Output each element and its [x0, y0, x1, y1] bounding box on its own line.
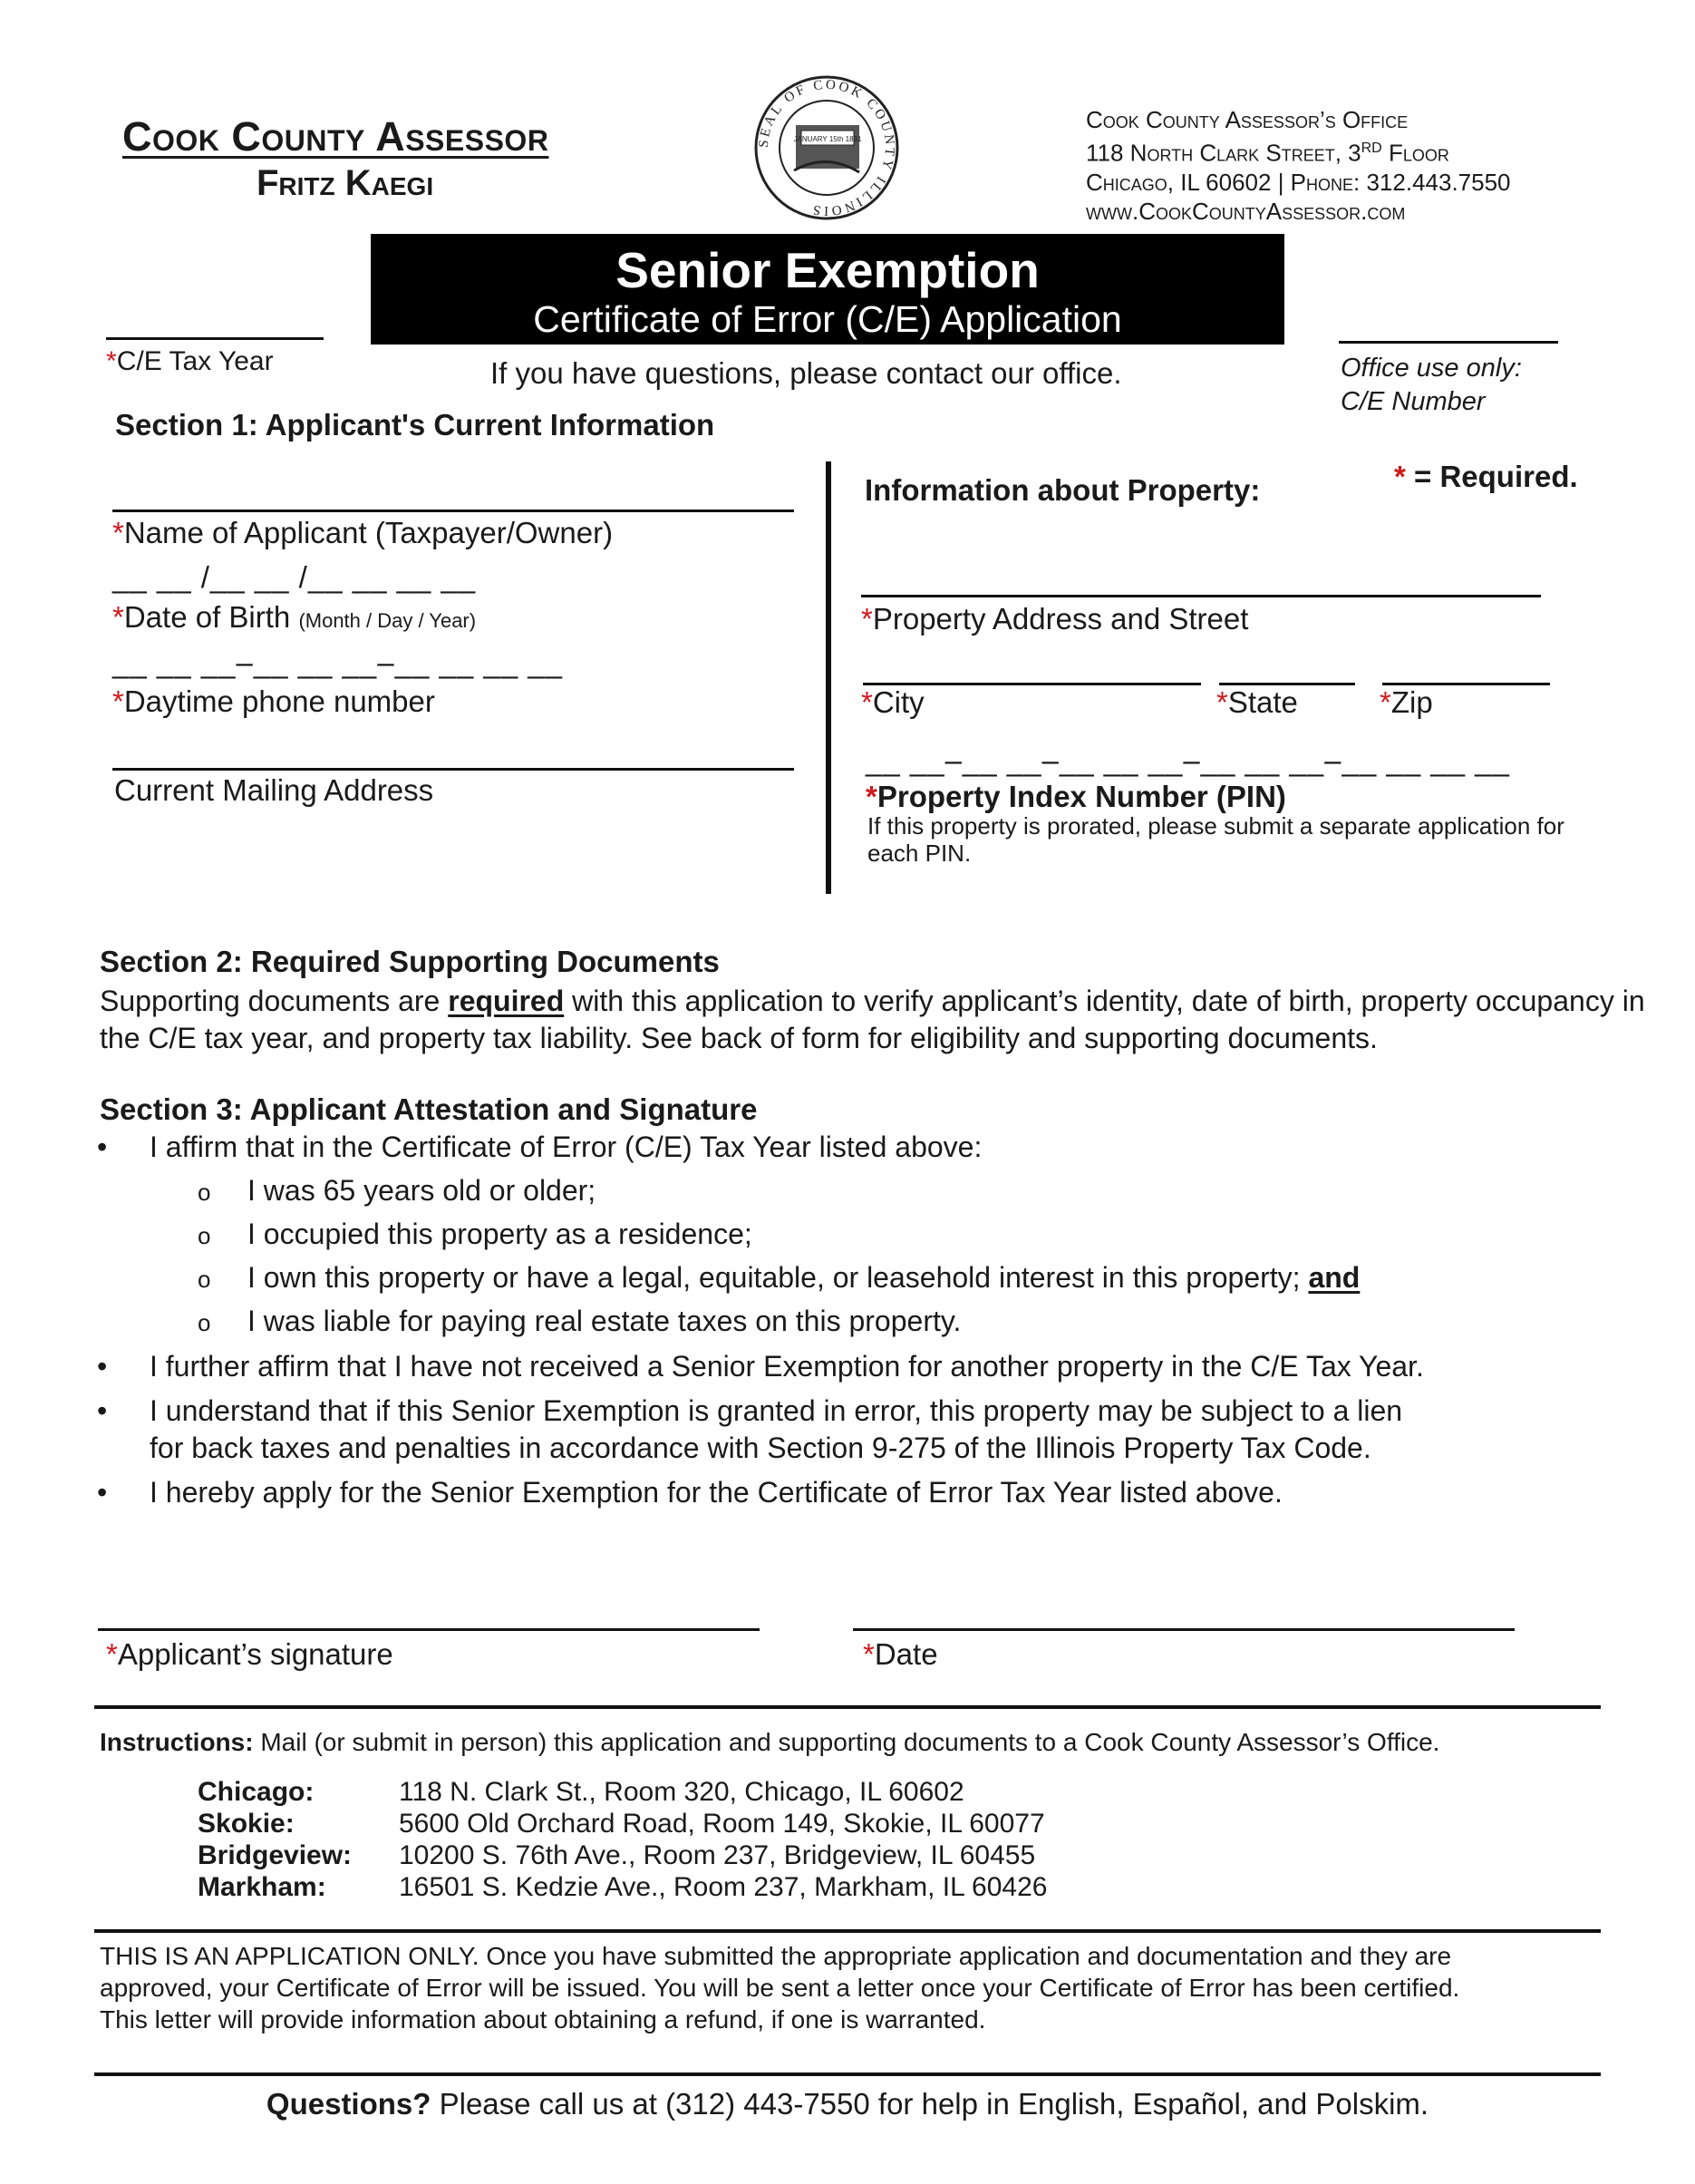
mailing-address-label: Current Mailing Address	[114, 773, 434, 807]
applicant-name-label: *Name of Applicant (Taxpayer/Owner)	[112, 516, 614, 549]
location-city: Bridgeview:	[198, 1840, 353, 1870]
divider	[94, 1929, 1601, 1933]
cook-county-seal	[740, 71, 914, 225]
pin-label: *Property Index Number (PIN)	[866, 780, 1286, 813]
form-subtitle: Certificate of Error (C/E) Application	[533, 298, 1122, 340]
mailing-address-field[interactable]	[112, 768, 794, 771]
section2-text: Supporting documents are required with this application to verify applicant’s identity, date of birth, property occupancy in the C/E tax year, and property tax liability. See back of form for eligibility and supporting documents.	[100, 985, 1645, 1054]
column-divider	[826, 461, 831, 894]
pin-field[interactable]: __ __–__ __–__ __ __–__ __ __–__ __ __ __	[866, 743, 1510, 777]
dob-label: *Date of Birth (Month / Day / Year)	[112, 600, 477, 634]
location-city: Markham:	[198, 1872, 326, 1902]
location-address: 118 N. Clark St., Room 320, Chicago, IL 60602	[399, 1777, 964, 1807]
office-use-note: Office use only: C/E Number	[1341, 354, 1522, 416]
form-title-banner	[371, 234, 1284, 345]
contact-note: If you have questions, please contact our office.	[490, 356, 1122, 390]
signature-field[interactable]	[98, 1628, 760, 1631]
zip-label: *Zip	[1380, 685, 1433, 719]
applicant-name-field[interactable]	[112, 510, 794, 512]
location-address: 5600 Old Orchard Road, Room 149, Skokie, IL 60077	[399, 1809, 1045, 1839]
required-legend: * = Required.	[1394, 460, 1578, 493]
office-website[interactable]: www.CookCountyAssessor.com	[1086, 197, 1406, 225]
office-street: 118 North Clark Street, 3RD Floor	[1086, 139, 1449, 167]
ce-number-field	[1339, 341, 1558, 344]
svg-text:SEAL OF COOK COUNTY ILLINOIS: SEAL OF COOK COUNTY ILLINOIS	[756, 77, 897, 218]
phone-field[interactable]: __ __ __–__ __ __–__ __ __ __	[112, 645, 563, 679]
assessor-title: Cook County Assessor	[122, 113, 549, 160]
disclaimer: THIS IS AN APPLICATION ONLY. Once you have submitted the appropriate application and documentation and they are approved, your Certificate of Error will be issued. You will be sent a letter once your Certificate of Error has been certified. This letter will provide information about obtaining a refund, if one is warranted.	[100, 1942, 1460, 2034]
divider	[94, 1705, 1601, 1709]
dob-field[interactable]: __ __ /__ __ /__ __ __ __	[112, 560, 477, 594]
location-city: Chicago:	[198, 1777, 315, 1807]
tax-year-label: *C/E Tax Year	[106, 346, 274, 376]
pin-note: If this property is prorated, please submit a separate application for each PIN.	[867, 812, 1564, 867]
location-city: Skokie:	[198, 1809, 295, 1839]
office-address-block	[1086, 105, 1511, 226]
svg-text:JANUARY 15th 1831: JANUARY 15th 1831	[793, 135, 862, 143]
location-address: 10200 S. 76th Ave., Room 237, Bridgeview, IL 60455	[399, 1840, 1036, 1870]
instructions-text: Instructions: Mail (or submit in person) this application and supporting documents to a Cook County Assessor’s Office.	[100, 1728, 1440, 1756]
office-name: Cook County Assessor’s Office	[1086, 106, 1409, 133]
office-city-phone: Chicago, IL 60602 | Phone: 312.443.7550	[1086, 168, 1511, 196]
tax-year-field[interactable]	[106, 337, 324, 340]
form-title: Senior Exemption	[615, 242, 1040, 298]
date-label: *Date	[863, 1637, 938, 1671]
property-heading: Information about Property:	[865, 473, 1261, 507]
section1-heading: Section 1: Applicant's Current Information	[115, 408, 715, 442]
section3-heading: Section 3: Applicant Attestation and Signature	[100, 1092, 758, 1126]
property-address-field[interactable]	[861, 595, 1541, 597]
assessor-name: Fritz Kaegi	[257, 163, 434, 203]
signature-label: *Applicant’s signature	[106, 1637, 393, 1671]
section2-heading: Section 2: Required Supporting Documents	[100, 945, 720, 978]
city-label: *City	[861, 685, 925, 719]
location-address: 16501 S. Kedzie Ave., Room 237, Markham, IL 60426	[399, 1872, 1048, 1902]
phone-label: *Daytime phone number	[112, 684, 435, 718]
property-address-label: *Property Address and Street	[861, 602, 1249, 636]
state-label: *State	[1216, 685, 1298, 719]
footer-questions: Questions? Please call us at (312) 443-7550 for help in English, Español, and Polskim.	[266, 2087, 1429, 2121]
divider	[94, 2072, 1601, 2076]
date-field[interactable]	[853, 1628, 1515, 1631]
